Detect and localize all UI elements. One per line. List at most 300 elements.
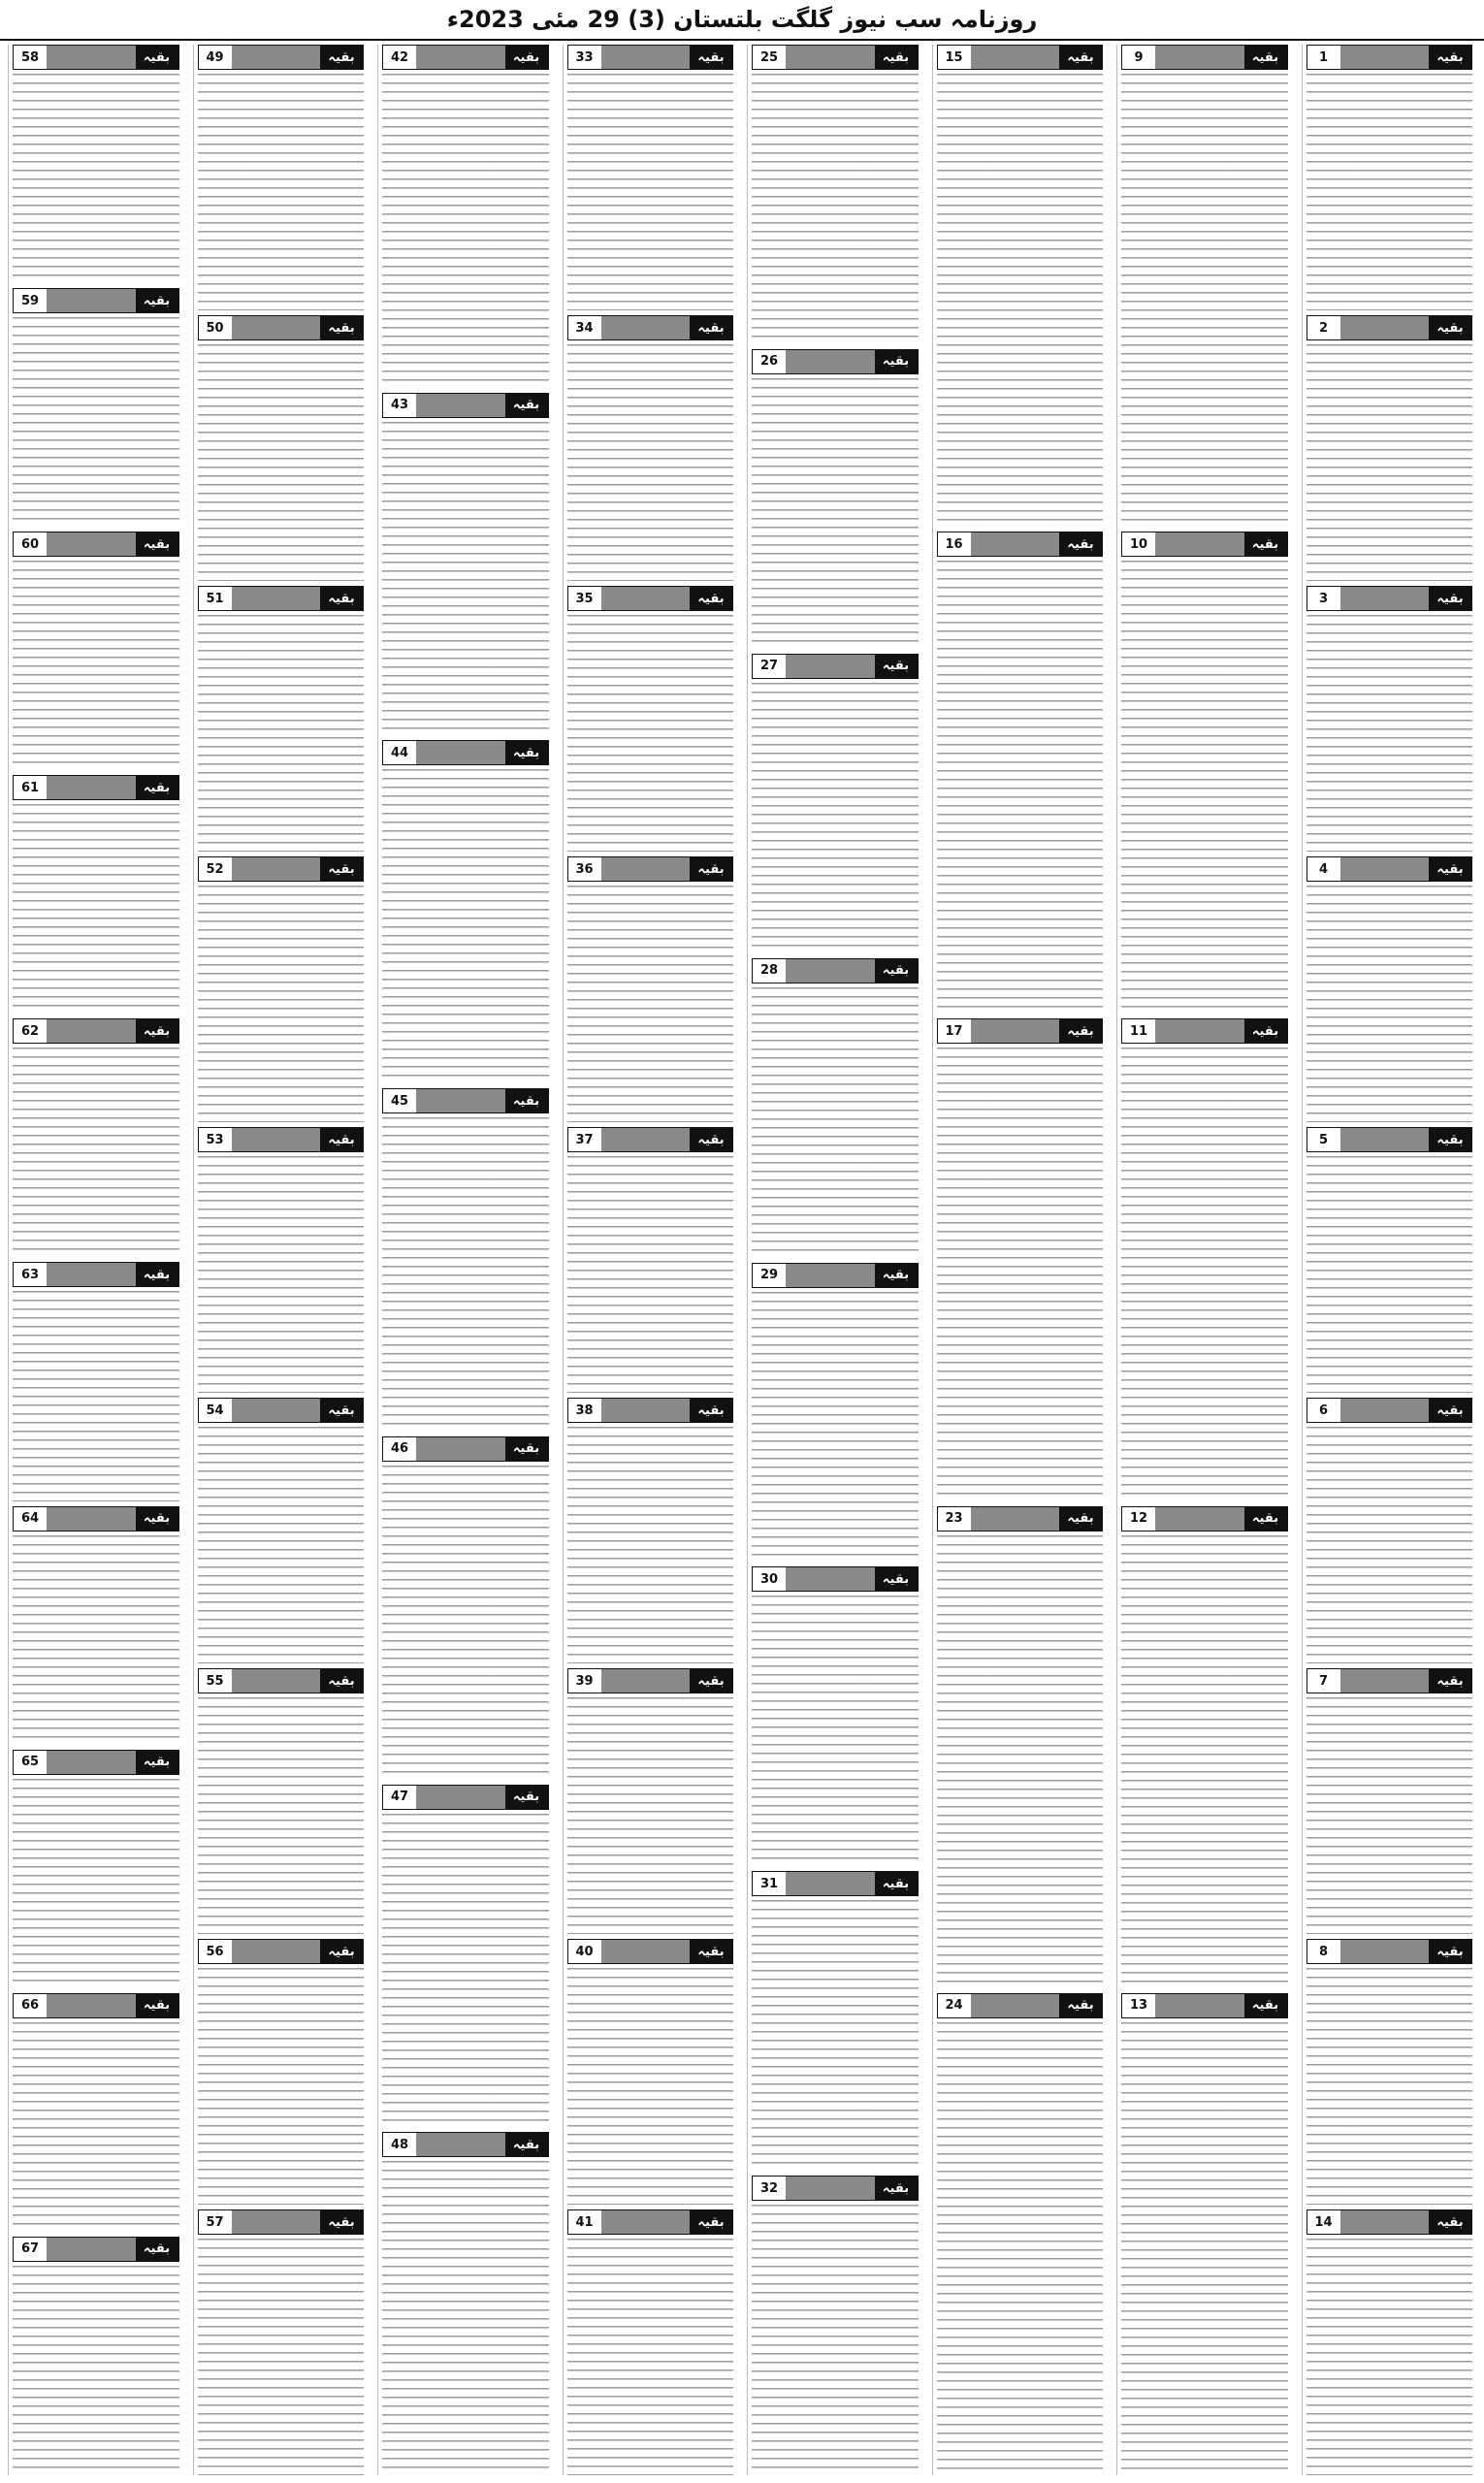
continuation-text-placeholder bbox=[13, 1048, 179, 1257]
continuation-bar bbox=[47, 2238, 136, 2261]
continuation-header bbox=[752, 2176, 919, 2201]
continuation-label: بقیہ bbox=[136, 1019, 178, 1043]
continuation-bar bbox=[786, 1567, 875, 1591]
continuation-number: 15 bbox=[938, 46, 971, 69]
continuation-number: 28 bbox=[753, 959, 786, 983]
continuation-label: بقیہ bbox=[136, 46, 178, 69]
continuation-bar bbox=[1155, 1019, 1244, 1043]
continuation-number: 32 bbox=[753, 2177, 786, 2200]
continuation-bar bbox=[47, 1751, 136, 1774]
continuation-header bbox=[937, 1506, 1104, 1532]
continuation-header bbox=[198, 1398, 365, 1423]
continuation-header bbox=[1307, 1668, 1473, 1693]
continuation-text-placeholder bbox=[198, 1427, 365, 1663]
continuation-label: بقیہ bbox=[875, 1264, 918, 1287]
continuation-label: بقیہ bbox=[690, 1940, 732, 1963]
continuation-label: بقیہ bbox=[1059, 1507, 1102, 1531]
continuation-number: 63 bbox=[14, 1263, 47, 1286]
continuation-header bbox=[567, 45, 734, 70]
continuation-number: 10 bbox=[1122, 532, 1155, 556]
continuation-bar bbox=[232, 46, 321, 69]
continuation-label: بقیہ bbox=[1244, 532, 1287, 556]
continuation-text-placeholder bbox=[1307, 74, 1473, 310]
continuation-number: 30 bbox=[753, 1567, 786, 1591]
continuation-bar bbox=[601, 1399, 691, 1422]
continuation-section bbox=[752, 349, 919, 649]
continuation-header bbox=[13, 532, 179, 557]
continuation-label: بقیہ bbox=[320, 1399, 363, 1422]
continuation-label: بقیہ bbox=[690, 1399, 732, 1422]
continuation-header bbox=[1307, 2209, 1473, 2235]
continuation-label: بقیہ bbox=[320, 46, 363, 69]
continuation-bar bbox=[786, 46, 875, 69]
continuation-number: 40 bbox=[568, 1940, 601, 1963]
continuation-text-placeholder bbox=[198, 1156, 365, 1393]
continuation-label: بقیہ bbox=[1429, 857, 1471, 881]
continuation-label: بقیہ bbox=[875, 350, 918, 373]
continuation-bar bbox=[47, 46, 136, 69]
continuation-header bbox=[937, 45, 1104, 70]
continuation-section bbox=[13, 1750, 179, 1988]
continuation-text-placeholder bbox=[198, 2239, 365, 2475]
continuation-section bbox=[567, 2209, 734, 2475]
continuation-bar bbox=[1340, 316, 1430, 339]
continuation-label: بقیہ bbox=[1059, 532, 1102, 556]
continuation-header bbox=[567, 586, 734, 611]
continuation-label: بقیہ bbox=[875, 2177, 918, 2200]
continuation-text-placeholder bbox=[937, 2022, 1104, 2475]
continuation-bar bbox=[232, 587, 321, 610]
continuation-number: 12 bbox=[1122, 1507, 1155, 1531]
continuation-number: 43 bbox=[383, 394, 416, 417]
continuation-label: بقیہ bbox=[690, 316, 732, 339]
continuation-header bbox=[1307, 856, 1473, 882]
continuation-section bbox=[937, 45, 1104, 527]
news-column bbox=[747, 45, 922, 2475]
continuation-section bbox=[752, 1263, 919, 1563]
continuation-bar bbox=[232, 857, 321, 881]
continuation-number: 14 bbox=[1307, 2210, 1340, 2234]
continuation-section bbox=[198, 45, 365, 310]
continuation-header bbox=[198, 1939, 365, 1964]
continuation-number: 67 bbox=[14, 2238, 47, 2261]
continuation-header bbox=[198, 856, 365, 882]
news-column bbox=[932, 45, 1108, 2475]
continuation-label: بقیہ bbox=[320, 1669, 363, 1693]
continuation-number: 60 bbox=[14, 532, 47, 556]
continuation-number: 39 bbox=[568, 1669, 601, 1693]
continuation-bar bbox=[601, 587, 691, 610]
news-column bbox=[563, 45, 738, 2475]
continuation-section bbox=[937, 1506, 1104, 1988]
continuation-bar bbox=[416, 1786, 505, 1809]
continuation-bar bbox=[416, 1437, 505, 1461]
continuation-number: 44 bbox=[383, 741, 416, 764]
continuation-bar bbox=[1340, 1128, 1430, 1151]
continuation-text-placeholder bbox=[1121, 1048, 1288, 1500]
continuation-section bbox=[13, 532, 179, 770]
continuation-header bbox=[752, 45, 919, 70]
continuation-header bbox=[1307, 1939, 1473, 1964]
continuation-header bbox=[1121, 1993, 1288, 2018]
continuation-header bbox=[198, 45, 365, 70]
continuation-number: 37 bbox=[568, 1128, 601, 1151]
continuation-number: 56 bbox=[199, 1940, 232, 1963]
continuation-label: بقیہ bbox=[136, 1507, 178, 1531]
continuation-number: 1 bbox=[1307, 46, 1340, 69]
continuation-number: 26 bbox=[753, 350, 786, 373]
continuation-header bbox=[752, 958, 919, 984]
continuation-header bbox=[567, 2209, 734, 2235]
continuation-header bbox=[198, 2209, 365, 2235]
continuation-section bbox=[1307, 1398, 1473, 1663]
continuation-label: بقیہ bbox=[1429, 587, 1471, 610]
continuation-number: 66 bbox=[14, 1994, 47, 2017]
continuation-header bbox=[198, 1127, 365, 1152]
continuation-text-placeholder bbox=[937, 74, 1104, 527]
continuation-label: بقیہ bbox=[136, 532, 178, 556]
continuation-bar bbox=[601, 1128, 691, 1151]
continuation-header bbox=[937, 532, 1104, 557]
continuation-text-placeholder bbox=[937, 1048, 1104, 1500]
continuation-number: 55 bbox=[199, 1669, 232, 1693]
continuation-text-placeholder bbox=[1121, 74, 1288, 527]
continuation-section bbox=[13, 45, 179, 283]
continuation-number: 47 bbox=[383, 1786, 416, 1809]
continuation-section bbox=[1307, 45, 1473, 310]
continuation-section bbox=[937, 1018, 1104, 1500]
continuation-label: بقیہ bbox=[875, 1567, 918, 1591]
continuation-label: بقیہ bbox=[690, 587, 732, 610]
continuation-label: بقیہ bbox=[136, 776, 178, 799]
news-column bbox=[377, 45, 553, 2475]
continuation-section bbox=[382, 45, 549, 388]
continuation-section bbox=[1307, 315, 1473, 581]
continuation-label: بقیہ bbox=[690, 46, 732, 69]
continuation-label: بقیہ bbox=[505, 2133, 548, 2156]
continuation-number: 57 bbox=[199, 2210, 232, 2234]
continuation-header bbox=[382, 1436, 549, 1462]
continuation-label: بقیہ bbox=[1244, 1994, 1287, 2017]
continuation-section bbox=[567, 1939, 734, 2205]
continuation-number: 7 bbox=[1307, 1669, 1340, 1693]
continuation-section bbox=[13, 1262, 179, 1500]
continuation-bar bbox=[1340, 587, 1430, 610]
continuation-header bbox=[1121, 1506, 1288, 1532]
continuation-bar bbox=[1155, 532, 1244, 556]
continuation-bar bbox=[601, 1669, 691, 1693]
continuation-label: بقیہ bbox=[320, 1128, 363, 1151]
continuation-section bbox=[13, 1993, 179, 2232]
continuation-label: بقیہ bbox=[1059, 1994, 1102, 2017]
continuation-section bbox=[1121, 45, 1288, 527]
continuation-number: 25 bbox=[753, 46, 786, 69]
continuation-label: بقیہ bbox=[1244, 46, 1287, 69]
continuation-number: 35 bbox=[568, 587, 601, 610]
continuation-bar bbox=[601, 2210, 691, 2234]
continuation-section bbox=[382, 1785, 549, 2128]
continuation-text-placeholder bbox=[13, 2266, 179, 2475]
continuation-label: بقیہ bbox=[1244, 1507, 1287, 1531]
continuation-header bbox=[382, 2132, 549, 2157]
continuation-bar bbox=[786, 1264, 875, 1287]
continuation-section bbox=[198, 315, 365, 581]
continuation-bar bbox=[971, 46, 1060, 69]
continuation-text-placeholder bbox=[382, 2161, 549, 2475]
continuation-header bbox=[198, 586, 365, 611]
continuation-number: 24 bbox=[938, 1994, 971, 2017]
continuation-header bbox=[567, 1939, 734, 1964]
continuation-text-placeholder bbox=[198, 886, 365, 1122]
continuation-label: بقیہ bbox=[1429, 316, 1471, 339]
continuation-number: 58 bbox=[14, 46, 47, 69]
continuation-text-placeholder bbox=[567, 1968, 734, 2205]
continuation-bar bbox=[416, 1089, 505, 1113]
continuation-section bbox=[1307, 586, 1473, 852]
continuation-number: 36 bbox=[568, 857, 601, 881]
continuation-text-placeholder bbox=[382, 422, 549, 736]
continuation-label: بقیہ bbox=[136, 2238, 178, 2261]
continuation-section bbox=[752, 2176, 919, 2475]
continuation-label: بقیہ bbox=[1429, 1128, 1471, 1151]
continuation-section bbox=[937, 532, 1104, 1014]
continuation-bar bbox=[416, 741, 505, 764]
continuation-text-placeholder bbox=[752, 74, 919, 344]
continuation-bar bbox=[47, 1019, 136, 1043]
continuation-section bbox=[1121, 1506, 1288, 1988]
continuation-text-placeholder bbox=[567, 886, 734, 1122]
continuation-text-placeholder bbox=[937, 561, 1104, 1014]
continuation-bar bbox=[786, 2177, 875, 2200]
continuation-header bbox=[752, 654, 919, 679]
continuation-section bbox=[567, 1668, 734, 1934]
continuation-label: بقیہ bbox=[505, 1089, 548, 1113]
continuation-label: بقیہ bbox=[1059, 46, 1102, 69]
continuation-text-placeholder bbox=[382, 1466, 549, 1780]
continuation-number: 45 bbox=[383, 1089, 416, 1113]
continuation-section bbox=[13, 1506, 179, 1745]
continuation-section bbox=[567, 1398, 734, 1663]
continuation-label: بقیہ bbox=[320, 587, 363, 610]
continuation-text-placeholder bbox=[382, 769, 549, 1083]
continuation-text-placeholder bbox=[1121, 1535, 1288, 1988]
continuation-text-placeholder bbox=[937, 1535, 1104, 1988]
continuation-bar bbox=[1155, 1507, 1244, 1531]
continuation-text-placeholder bbox=[1307, 1697, 1473, 1934]
continuation-number: 42 bbox=[383, 46, 416, 69]
continuation-bar bbox=[971, 1019, 1060, 1043]
continuation-bar bbox=[786, 350, 875, 373]
continuation-text-placeholder bbox=[198, 615, 365, 852]
continuation-text-placeholder bbox=[198, 344, 365, 581]
continuation-section bbox=[752, 958, 919, 1258]
continuation-number: 4 bbox=[1307, 857, 1340, 881]
continuation-header bbox=[1307, 1398, 1473, 1423]
continuation-section bbox=[937, 1993, 1104, 2475]
continuation-section bbox=[567, 45, 734, 310]
continuation-section bbox=[13, 288, 179, 527]
continuation-number: 50 bbox=[199, 316, 232, 339]
continuation-number: 31 bbox=[753, 1872, 786, 1895]
continuation-bar bbox=[416, 394, 505, 417]
continuation-text-placeholder bbox=[198, 1697, 365, 1934]
continuation-header bbox=[198, 315, 365, 340]
continuation-section bbox=[198, 1939, 365, 2205]
continuation-header bbox=[1307, 586, 1473, 611]
continuation-number: 59 bbox=[14, 289, 47, 312]
continuation-header bbox=[13, 288, 179, 313]
continuation-bar bbox=[1340, 1940, 1430, 1963]
continuation-text-placeholder bbox=[1307, 1156, 1473, 1393]
continuation-header bbox=[937, 1018, 1104, 1044]
continuation-header bbox=[13, 45, 179, 70]
continuation-bar bbox=[47, 532, 136, 556]
news-column bbox=[1302, 45, 1477, 2475]
continuation-header bbox=[382, 740, 549, 765]
continuation-text-placeholder bbox=[13, 74, 179, 283]
continuation-text-placeholder bbox=[567, 1156, 734, 1393]
continuation-bar bbox=[1340, 1399, 1430, 1422]
continuation-section bbox=[567, 1127, 734, 1393]
continuation-section bbox=[198, 856, 365, 1122]
continuation-label: بقیہ bbox=[1429, 1399, 1471, 1422]
continuation-label: بقیہ bbox=[875, 959, 918, 983]
continuation-number: 16 bbox=[938, 532, 971, 556]
continuation-text-placeholder bbox=[382, 1814, 549, 2128]
continuation-section bbox=[1307, 1939, 1473, 2205]
continuation-section bbox=[382, 2132, 549, 2475]
continuation-number: 23 bbox=[938, 1507, 971, 1531]
continuation-text-placeholder bbox=[567, 344, 734, 581]
continuation-number: 27 bbox=[753, 655, 786, 678]
continuation-text-placeholder bbox=[1307, 344, 1473, 581]
continuation-text-placeholder bbox=[13, 804, 179, 1014]
continuation-section bbox=[752, 654, 919, 953]
continuation-text-placeholder bbox=[1307, 886, 1473, 1122]
continuation-header bbox=[382, 1785, 549, 1810]
continuation-header bbox=[13, 1018, 179, 1044]
continuation-text-placeholder bbox=[382, 74, 549, 388]
continuation-header bbox=[1307, 45, 1473, 70]
continuation-bar bbox=[416, 2133, 505, 2156]
continuation-text-placeholder bbox=[752, 683, 919, 953]
continuation-text-placeholder bbox=[567, 1427, 734, 1663]
continuation-number: 64 bbox=[14, 1507, 47, 1531]
continuation-number: 41 bbox=[568, 2210, 601, 2234]
continuation-number: 54 bbox=[199, 1399, 232, 1422]
continuation-number: 34 bbox=[568, 316, 601, 339]
continuation-section bbox=[198, 1668, 365, 1934]
continuation-number: 29 bbox=[753, 1264, 786, 1287]
continuation-number: 8 bbox=[1307, 1940, 1340, 1963]
continuation-section bbox=[382, 393, 549, 736]
continuation-text-placeholder bbox=[13, 317, 179, 527]
continuation-section bbox=[1307, 1668, 1473, 1934]
continuation-header bbox=[567, 856, 734, 882]
continuation-header bbox=[382, 393, 549, 418]
continuation-bar bbox=[971, 1507, 1060, 1531]
continuation-bar bbox=[47, 1263, 136, 1286]
continuation-header bbox=[752, 1871, 919, 1896]
continuation-label: بقیہ bbox=[320, 2210, 363, 2234]
continuation-number: 13 bbox=[1122, 1994, 1155, 2017]
continuation-text-placeholder bbox=[752, 987, 919, 1258]
continuation-bar bbox=[47, 1507, 136, 1531]
continuation-label: بقیہ bbox=[1429, 46, 1471, 69]
continuation-number: 33 bbox=[568, 46, 601, 69]
continuation-header bbox=[13, 1262, 179, 1287]
continuation-section bbox=[13, 775, 179, 1014]
continuation-label: بقیہ bbox=[1429, 1940, 1471, 1963]
continuation-label: بقیہ bbox=[1244, 1019, 1287, 1043]
continuation-header bbox=[1307, 315, 1473, 340]
continuation-header bbox=[13, 1506, 179, 1532]
continuation-text-placeholder bbox=[752, 1292, 919, 1563]
continuation-label: بقیہ bbox=[505, 1786, 548, 1809]
continuation-bar bbox=[1340, 2210, 1430, 2234]
continuation-number: 61 bbox=[14, 776, 47, 799]
continuation-section bbox=[1121, 532, 1288, 1014]
continuation-bar bbox=[1155, 46, 1244, 69]
continuation-label: بقیہ bbox=[320, 316, 363, 339]
continuation-text-placeholder bbox=[1307, 615, 1473, 852]
continuation-section bbox=[382, 1436, 549, 1780]
continuation-label: بقیہ bbox=[875, 655, 918, 678]
continuation-text-placeholder bbox=[752, 1596, 919, 1866]
continuation-header bbox=[937, 1993, 1104, 2018]
continuation-bar bbox=[1155, 1994, 1244, 2017]
continuation-bar bbox=[971, 1994, 1060, 2017]
continuation-bar bbox=[1340, 1669, 1430, 1693]
continuation-bar bbox=[416, 46, 505, 69]
continuation-bar bbox=[232, 1399, 321, 1422]
continuation-number: 11 bbox=[1122, 1019, 1155, 1043]
continuation-label: بقیہ bbox=[505, 1437, 548, 1461]
continuation-label: بقیہ bbox=[320, 857, 363, 881]
news-column bbox=[8, 45, 183, 2475]
continuation-bar bbox=[47, 1994, 136, 2017]
continuation-text-placeholder bbox=[13, 1291, 179, 1500]
continuation-bar bbox=[786, 959, 875, 983]
continuation-header bbox=[752, 349, 919, 374]
continuation-text-placeholder bbox=[198, 74, 365, 310]
continuation-header bbox=[13, 1750, 179, 1775]
continuation-bar bbox=[232, 2210, 321, 2234]
continuation-section bbox=[1307, 1127, 1473, 1393]
continuation-section bbox=[382, 740, 549, 1083]
continuation-number: 53 bbox=[199, 1128, 232, 1151]
continuation-header bbox=[382, 1088, 549, 1113]
continuation-text-placeholder bbox=[567, 615, 734, 852]
continuation-text-placeholder bbox=[567, 2239, 734, 2475]
continuation-label: بقیہ bbox=[690, 1669, 732, 1693]
continuation-header bbox=[567, 315, 734, 340]
continuation-number: 2 bbox=[1307, 316, 1340, 339]
continuation-bar bbox=[47, 289, 136, 312]
continuation-header bbox=[1307, 1127, 1473, 1152]
masthead: روزنامہ سب نیوز گلگت بلتستان (3) 29 مئی 2023ء bbox=[0, 0, 1484, 41]
continuation-header bbox=[1121, 1018, 1288, 1044]
continuation-text-placeholder bbox=[567, 1697, 734, 1934]
continuation-bar bbox=[786, 655, 875, 678]
continuation-header bbox=[1121, 45, 1288, 70]
continuation-number: 38 bbox=[568, 1399, 601, 1422]
continuation-text-placeholder bbox=[752, 1900, 919, 2171]
continuation-bar bbox=[47, 776, 136, 799]
continuation-header bbox=[567, 1398, 734, 1423]
continuation-bar bbox=[786, 1872, 875, 1895]
continuation-bar bbox=[601, 1940, 691, 1963]
